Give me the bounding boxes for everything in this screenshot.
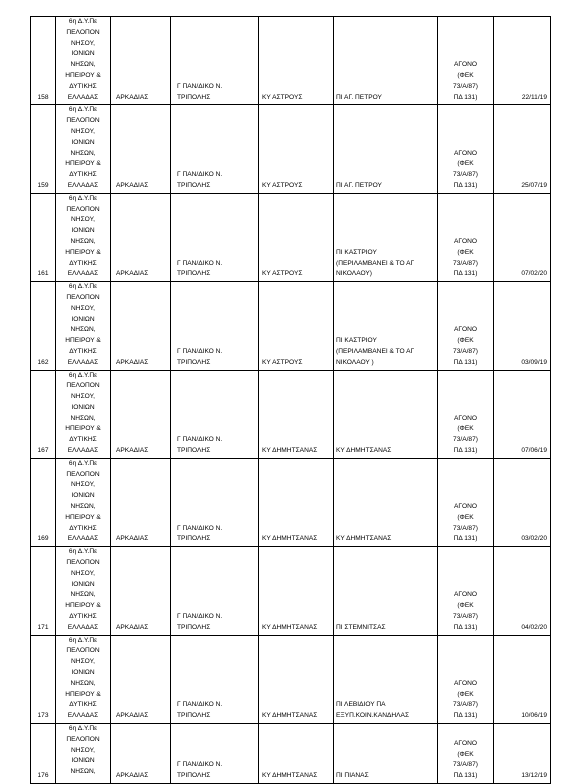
health-region-line: ΝΗΣΩΝ, (70, 149, 96, 157)
court-cell (171, 458, 259, 546)
health-region-line: ΠΕΛΟΠΟΝ (66, 28, 100, 36)
status-cell (438, 282, 494, 370)
status-line: ΑΓΟΝΟ (453, 237, 478, 245)
clinic-line: ΠΙ ΠΙΑΝΑΣ (336, 772, 369, 780)
status-cell (438, 635, 494, 723)
health-region-line: ΠΕΛΟΠΟΝ (66, 117, 100, 125)
health-region-line: 6η Δ.Υ.Πε (68, 106, 98, 114)
health-region-line: 6η Δ.Υ.Πε (68, 636, 98, 644)
status-cell (438, 724, 494, 784)
court-line: ΤΡΙΠΟΛΗΣ (177, 623, 211, 631)
health-region-cell (56, 193, 111, 281)
court-cell (171, 547, 259, 635)
health-region-cell (56, 17, 111, 105)
status-line: ΠΔ 131) (453, 623, 478, 631)
status-line: 73/Α/87) (453, 347, 478, 355)
date-cell: 07/06/19 (494, 370, 551, 458)
health-region-line: ΙΟΝΙΩΝ (71, 227, 95, 235)
date-cell: 07/02/20 (494, 193, 551, 281)
health-region-line: ΠΕΛΟΠΟΝ (66, 470, 100, 478)
health-region-line: ΙΟΝΙΩΝ (71, 403, 95, 411)
health-region-line: ΝΗΣΟΥ, (71, 569, 95, 577)
prefecture-cell: ΑΡΚΑΔΙΑΣ (111, 635, 171, 723)
health-region-line: ΙΟΝΙΩΝ (71, 492, 95, 500)
clinic-line: ΚΥ ΔΗΜΗΤΣΑΝΑΣ (336, 447, 392, 455)
date-cell: 13/12/19 (494, 724, 551, 784)
court-cell (171, 370, 259, 458)
status-line: ΠΔ 131) (453, 772, 478, 780)
date-cell: 10/06/19 (494, 635, 551, 723)
table-row (31, 105, 551, 193)
health-region-cell (56, 724, 111, 784)
status-line: 73/Α/87) (453, 613, 478, 621)
health-region-line: ΕΛΛΑΔΑΣ (67, 623, 99, 631)
status-line: (ΦΕΚ (457, 337, 474, 345)
status-line: ΠΔ 131) (453, 358, 478, 366)
health-region-line: ΔΥΤΙΚΗΣ (69, 259, 97, 267)
status-line: (ΦΕΚ (457, 513, 474, 521)
health-region-line: 6η Δ.Υ.Πε (68, 459, 98, 467)
clinic-cell (334, 370, 438, 458)
status-line: 73/Α/87) (453, 524, 478, 532)
table-body (31, 17, 551, 784)
court-line: Γ ΠΑΝ/ΔΙΚΟ Ν. (177, 259, 223, 267)
health-region-cell (56, 458, 111, 546)
table-row (31, 370, 551, 458)
court-line: ΤΡΙΠΟΛΗΣ (177, 270, 211, 278)
court-cell (171, 105, 259, 193)
clinic-line: ΠΙ ΣΤΕΜΝΙΤΣΑΣ (336, 623, 386, 631)
court-line: ΤΡΙΠΟΛΗΣ (177, 447, 211, 455)
health-region-line: ΙΟΝΙΩΝ (71, 138, 95, 146)
health-region-line: ΝΗΣΩΝ, (70, 679, 96, 687)
court-cell (171, 282, 259, 370)
health-region-line: ΔΥΤΙΚΗΣ (69, 524, 97, 532)
table-row (31, 193, 551, 281)
clinic-cell (334, 105, 438, 193)
health-center-cell: ΚΥ ΔΗΜΗΤΣΑΝΑΣ (259, 370, 334, 458)
status-line: 73/Α/87) (453, 761, 478, 769)
health-region-line: ΝΗΣΟΥ, (71, 127, 95, 135)
status-line: 73/Α/87) (453, 701, 478, 709)
court-line: ΤΡΙΠΟΛΗΣ (177, 772, 211, 780)
health-region-line: ΝΗΣΩΝ, (70, 237, 96, 245)
health-region-line: ΙΟΝΙΩΝ (71, 315, 95, 323)
date-cell: 03/09/19 (494, 282, 551, 370)
health-region-line: ΠΕΛΟΠΟΝ (66, 559, 100, 567)
health-region-line: ΔΥΤΙΚΗΣ (69, 82, 97, 90)
health-region-line: ΠΕΛΟΠΟΝ (66, 293, 100, 301)
clinic-cell (334, 193, 438, 281)
prefecture-cell: ΑΡΚΑΔΙΑΣ (111, 458, 171, 546)
clinic-cell (334, 17, 438, 105)
court-line: Γ ΠΑΝ/ΔΙΚΟ Ν. (177, 613, 223, 621)
health-region-line: ΝΗΣΩΝ, (70, 768, 96, 776)
status-line: ΑΓΟΝΟ (453, 739, 478, 747)
health-region-line: ΝΗΣΟΥ, (71, 658, 95, 666)
clinic-line: ΕΞΥΠ.ΚΟΙΝ.ΚΑΝΔΗΛΑΣ (336, 712, 410, 720)
health-region-cell (56, 282, 111, 370)
health-region-line: ΕΛΛΑΔΑΣ (67, 712, 99, 720)
health-region-line: ΗΠΕΙΡΟΥ & (65, 425, 101, 433)
health-region-line: ΝΗΣΟΥ, (71, 304, 95, 312)
status-line: ΠΔ 131) (453, 535, 478, 543)
table-row (31, 458, 551, 546)
health-region-line: ΝΗΣΩΝ, (70, 591, 96, 599)
health-region-line: ΗΠΕΙΡΟΥ & (65, 160, 101, 168)
health-region-line: ΗΠΕΙΡΟΥ & (65, 337, 101, 345)
health-region-line: ΔΥΤΙΚΗΣ (69, 347, 97, 355)
status-line: ΑΓΟΝΟ (453, 591, 478, 599)
court-cell (171, 724, 259, 784)
health-region-cell (56, 105, 111, 193)
health-region-line: ΗΠΕΙΡΟΥ & (65, 690, 101, 698)
status-cell (438, 370, 494, 458)
court-line: ΤΡΙΠΟΛΗΣ (177, 181, 211, 189)
health-center-cell: ΚΥ ΑΣΤΡΟΥΣ (259, 105, 334, 193)
health-center-cell: ΚΥ ΑΣΤΡΟΥΣ (259, 282, 334, 370)
row-number-cell: 159 (31, 105, 56, 193)
clinic-cell (334, 547, 438, 635)
health-region-line: ΠΕΛΟΠΟΝ (66, 647, 100, 655)
status-cell (438, 547, 494, 635)
health-region-line: ΙΟΝΙΩΝ (71, 757, 95, 765)
status-line: 73/Α/87) (453, 82, 478, 90)
status-line: ΠΔ 131) (453, 93, 478, 101)
date-cell: 04/02/20 (494, 547, 551, 635)
status-line: ΑΓΟΝΟ (453, 414, 478, 422)
status-line: ΠΔ 131) (453, 712, 478, 720)
status-line: ΠΔ 131) (453, 181, 478, 189)
court-line: Γ ΠΑΝ/ΔΙΚΟ Ν. (177, 171, 223, 179)
court-line: Γ ΠΑΝ/ΔΙΚΟ Ν. (177, 347, 223, 355)
clinic-line: ΠΙ ΚΑΣΤΡΙΟΥ (336, 248, 377, 256)
health-region-line: 6η Δ.Υ.Πε (68, 725, 98, 732)
prefecture-cell: ΑΡΚΑΔΙΑΣ (111, 282, 171, 370)
health-region-line: ΗΠΕΙΡΟΥ & (65, 248, 101, 256)
health-region-line: 6η Δ.Υ.Πε (68, 194, 98, 202)
health-center-cell: ΚΥ ΔΗΜΗΤΣΑΝΑΣ (259, 724, 334, 784)
positions-table (30, 16, 551, 784)
health-region-line: ΕΛΛΑΔΑΣ (67, 447, 99, 455)
health-region-line: ΝΗΣΟΥ, (71, 216, 95, 224)
court-line: Γ ΠΑΝ/ΔΙΚΟ Ν. (177, 436, 223, 444)
status-line: (ΦΕΚ (457, 602, 474, 610)
health-center-cell: ΚΥ ΑΣΤΡΟΥΣ (259, 193, 334, 281)
court-line: ΤΡΙΠΟΛΗΣ (177, 712, 211, 720)
status-line: (ΦΕΚ (457, 160, 474, 168)
court-line: ΤΡΙΠΟΛΗΣ (177, 535, 211, 543)
table-row (31, 282, 551, 370)
prefecture-cell: ΑΡΚΑΔΙΑΣ (111, 17, 171, 105)
status-cell (438, 458, 494, 546)
health-region-cell (56, 635, 111, 723)
health-region-line: ΠΕΛΟΠΟΝ (66, 735, 100, 743)
status-line: ΑΓΟΝΟ (453, 503, 478, 511)
status-line: ΠΔ 131) (453, 447, 478, 455)
prefecture-cell: ΑΡΚΑΔΙΑΣ (111, 105, 171, 193)
row-number-cell: 169 (31, 458, 56, 546)
court-cell (171, 17, 259, 105)
health-center-cell: ΚΥ ΔΗΜΗΤΣΑΝΑΣ (259, 458, 334, 546)
health-region-line: ΕΛΛΑΔΑΣ (67, 358, 99, 366)
health-region-line: ΝΗΣΩΝ, (70, 414, 96, 422)
health-region-line: ΗΠΕΙΡΟΥ & (65, 71, 101, 79)
status-line: (ΦΕΚ (457, 248, 474, 256)
court-line: ΤΡΙΠΟΛΗΣ (177, 358, 211, 366)
health-center-cell: ΚΥ ΑΣΤΡΟΥΣ (259, 17, 334, 105)
clinic-cell (334, 724, 438, 784)
prefecture-cell: ΑΡΚΑΔΙΑΣ (111, 193, 171, 281)
clinic-line: ΝΙΚΟΛΑΟΥ ) (336, 358, 374, 366)
health-region-line: ΝΗΣΩΝ, (70, 503, 96, 511)
health-region-line: ΔΥΤΙΚΗΣ (69, 701, 97, 709)
prefecture-cell: ΑΡΚΑΔΙΑΣ (111, 547, 171, 635)
court-line: Γ ΠΑΝ/ΔΙΚΟ Ν. (177, 761, 223, 769)
health-region-line: 6η Δ.Υ.Πε (68, 18, 98, 25)
row-number-cell: 176 (31, 724, 56, 784)
health-region-line: ΔΥΤΙΚΗΣ (69, 171, 97, 179)
health-region-cell (56, 547, 111, 635)
health-center-cell: ΚΥ ΔΗΜΗΤΣΑΝΑΣ (259, 635, 334, 723)
status-line: (ΦΕΚ (457, 71, 474, 79)
table-row (31, 635, 551, 723)
row-number-cell: 171 (31, 547, 56, 635)
prefecture-cell: ΑΡΚΑΔΙΑΣ (111, 724, 171, 784)
clinic-line: (ΠΕΡΙΛΑΜΒΑΝΕΙ & ΤΟ ΑΓ (336, 259, 415, 267)
status-line: ΑΓΟΝΟ (453, 326, 478, 334)
row-number-cell: 167 (31, 370, 56, 458)
clinic-line: ΠΙ ΑΓ. ΠΕΤΡΟΥ (336, 181, 382, 189)
status-line: (ΦΕΚ (457, 690, 474, 698)
health-region-cell (56, 370, 111, 458)
court-cell (171, 193, 259, 281)
health-region-line: ΠΕΛΟΠΟΝ (66, 205, 100, 213)
health-region-line: ΕΛΛΑΔΑΣ (67, 181, 99, 189)
health-region-line: ΠΕΛΟΠΟΝ (66, 382, 100, 390)
clinic-line: ΠΙ ΚΑΣΤΡΙΟΥ (336, 337, 377, 345)
health-region-line: ΕΛΛΑΔΑΣ (67, 535, 99, 543)
court-line: Γ ΠΑΝ/ΔΙΚΟ Ν. (177, 701, 223, 709)
row-number-cell: 173 (31, 635, 56, 723)
health-region-line: ΙΟΝΙΩΝ (71, 50, 95, 58)
health-region-line: ΗΠΕΙΡΟΥ & (65, 602, 101, 610)
clinic-line: ΝΙΚΟΛΑΟΥ) (336, 270, 372, 278)
date-cell: 03/02/20 (494, 458, 551, 546)
health-region-line: 6η Δ.Υ.Πε (68, 548, 98, 556)
table-row (31, 17, 551, 105)
health-region-line: ΝΗΣΩΝ, (70, 326, 96, 334)
court-line: Γ ΠΑΝ/ΔΙΚΟ Ν. (177, 524, 223, 532)
status-line: 73/Α/87) (453, 436, 478, 444)
health-region-line: 6η Δ.Υ.Πε (68, 283, 98, 291)
clinic-line: ΚΥ ΔΗΜΗΤΣΑΝΑΣ (336, 535, 392, 543)
health-region-line: ΗΠΕΙΡΟΥ & (65, 513, 101, 521)
row-number-cell: 158 (31, 17, 56, 105)
clinic-line: (ΠΕΡΙΛΑΜΒΑΝΕΙ & ΤΟ ΑΓ (336, 347, 415, 355)
health-region-line: ΝΗΣΟΥ, (71, 746, 95, 754)
health-center-cell: ΚΥ ΔΗΜΗΤΣΑΝΑΣ (259, 547, 334, 635)
status-line: ΠΔ 131) (453, 270, 478, 278)
court-cell (171, 635, 259, 723)
clinic-line: ΠΙ ΑΓ. ΠΕΤΡΟΥ (336, 93, 382, 101)
prefecture-cell: ΑΡΚΑΔΙΑΣ (111, 370, 171, 458)
health-region-line: ΝΗΣΟΥ, (71, 39, 95, 47)
clinic-cell (334, 282, 438, 370)
health-region-line: ΕΛΛΑΔΑΣ (67, 93, 99, 101)
status-line: 73/Α/87) (453, 259, 478, 267)
date-cell: 25/07/19 (494, 105, 551, 193)
date-cell: 22/11/19 (494, 17, 551, 105)
health-region-line: ΝΗΣΟΥ, (71, 481, 95, 489)
row-number-cell: 162 (31, 282, 56, 370)
status-line: 73/Α/87) (453, 171, 478, 179)
court-line: ΤΡΙΠΟΛΗΣ (177, 93, 211, 101)
status-cell (438, 105, 494, 193)
row-number-cell: 161 (31, 193, 56, 281)
health-region-line: 6η Δ.Υ.Πε (68, 371, 98, 379)
status-line: ΑΓΟΝΟ (453, 679, 478, 687)
health-region-line: ΝΗΣΩΝ, (70, 61, 96, 69)
clinic-cell (334, 635, 438, 723)
health-region-line: ΔΥΤΙΚΗΣ (69, 436, 97, 444)
health-region-line: ΝΗΣΟΥ, (71, 393, 95, 401)
status-line: ΑΓΟΝΟ (453, 149, 478, 157)
clinic-line: ΠΙ ΛΕΒΙΔΙΟΥ ΠΑ (336, 701, 386, 709)
health-region-line: ΙΟΝΙΩΝ (71, 669, 95, 677)
status-line: (ΦΕΚ (457, 425, 474, 433)
status-cell (438, 193, 494, 281)
health-region-line: ΙΟΝΙΩΝ (71, 580, 95, 588)
status-line: (ΦΕΚ (457, 750, 474, 758)
table-row (31, 547, 551, 635)
health-region-line: ΕΛΛΑΔΑΣ (67, 270, 99, 278)
court-line: Γ ΠΑΝ/ΔΙΚΟ Ν. (177, 82, 223, 90)
status-line: ΑΓΟΝΟ (453, 61, 478, 69)
health-region-line: ΔΥΤΙΚΗΣ (69, 613, 97, 621)
status-cell (438, 17, 494, 105)
clinic-cell (334, 458, 438, 546)
table-row (31, 724, 551, 784)
